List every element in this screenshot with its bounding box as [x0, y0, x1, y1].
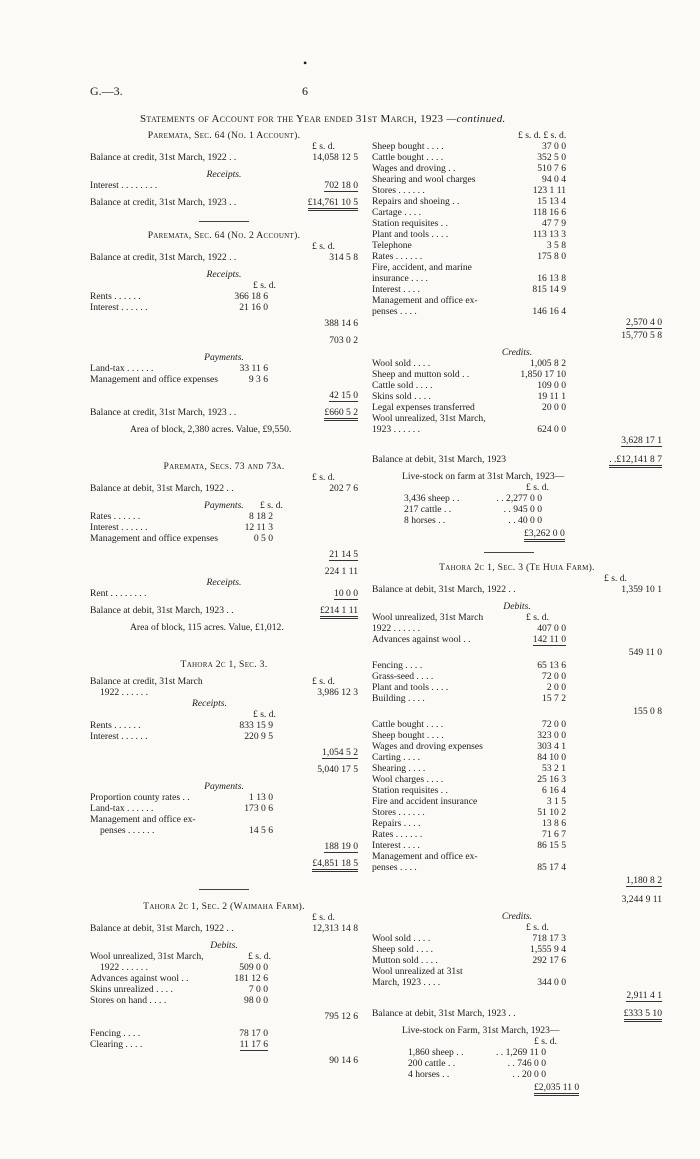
- title-main: Statements of Account for the Year ended 31st March, 1923: [140, 113, 444, 125]
- row-label: Cattle bought . . . .: [372, 719, 444, 730]
- ledger-row: [372, 977, 662, 988]
- ledger-row: [372, 141, 662, 152]
- row-amount: 72 0 0: [542, 719, 566, 730]
- ledger-row: [372, 741, 662, 752]
- row-amount: 71 6 7: [542, 829, 566, 840]
- subtotal-amount: 1,054 5 2: [322, 747, 358, 758]
- livestock-total: £3,262 0 0: [524, 528, 565, 542]
- row-label: Interest . . . . . .: [90, 302, 148, 313]
- row-label: penses . . . .: [372, 306, 417, 317]
- ledger-row: [372, 660, 662, 671]
- row-amount: 366 18 6: [234, 291, 268, 302]
- ledger-row: [372, 185, 662, 196]
- section-heading: Paremata, Secs. 73 and 73a.: [163, 461, 285, 472]
- ledger-row: [372, 504, 662, 515]
- divider: [199, 889, 249, 890]
- units: £ s. d.: [312, 141, 335, 152]
- row-label: Management and office ex-: [372, 851, 478, 862]
- livestock-heading: Live-stock on farm at 31st March, 1923—: [402, 471, 565, 482]
- total-amount: £660 5 2: [324, 407, 358, 421]
- ledger-row: [372, 818, 662, 829]
- subheading: Receipts.: [192, 698, 227, 709]
- subtotal-amount: 2,570 4 0: [626, 317, 662, 328]
- ledger-row: [372, 391, 662, 402]
- ledger-row: [372, 413, 662, 424]
- units: £ s. d.: [526, 482, 549, 493]
- ledger-row: [372, 1058, 662, 1069]
- row-label: Sheep sold . . . .: [372, 944, 434, 955]
- row-amount: 292 17 6: [532, 955, 566, 966]
- row-label: 3,436 sheep . .: [404, 493, 460, 504]
- ledger-row: [372, 152, 662, 163]
- row-amount: 220 9 5: [244, 731, 273, 742]
- row-label: Rent . . . . . . . .: [90, 588, 147, 599]
- section-heading: Tahora 2c 1, Sec. 3.: [180, 659, 268, 670]
- units: £ s. d.: [260, 500, 283, 511]
- divider: [199, 221, 249, 222]
- row-label: Land-tax . . . . . .: [90, 803, 154, 814]
- row-label: Sheep bought . . . .: [372, 730, 444, 741]
- row-amount: 3 5 8: [546, 240, 566, 251]
- row-label: Fire, accident, and marine: [372, 262, 472, 273]
- ledger-row: [372, 218, 662, 229]
- page-mark: •: [303, 56, 308, 70]
- livestock-list: [372, 493, 662, 526]
- row-label: Sheep bought . . . .: [372, 141, 444, 152]
- row-label: Management and office ex-: [90, 814, 196, 825]
- row-label: Fencing . . . .: [90, 1028, 141, 1039]
- row-label: 1922 . . . . . .: [100, 962, 148, 973]
- row-label: Skins sold . . . .: [372, 391, 431, 402]
- subheading: Payments.: [204, 500, 244, 511]
- ledger-row: [372, 693, 662, 704]
- area-note: Area of block, 2,380 acres. Value, £9,550.: [130, 424, 292, 435]
- ledger-row: [372, 207, 662, 218]
- row-amount: 303 4 1: [537, 741, 566, 752]
- row-label: Interest . . . . . . . .: [90, 180, 158, 191]
- row-label: Rates . . . . . .: [90, 511, 141, 522]
- row-label: Cattle bought . . . .: [372, 152, 444, 163]
- row-label: Rates . . . . . .: [372, 251, 423, 262]
- row-label: Fencing . . . .: [372, 660, 423, 671]
- row-label: Sheep and mutton sold . .: [372, 369, 470, 380]
- row-label: Balance at debit, 31st March, 1923 . .: [372, 1008, 516, 1019]
- ledger-row: [372, 515, 662, 526]
- row-amount: 624 0 0: [537, 424, 566, 435]
- row-label: Stores . . . . . .: [372, 185, 425, 196]
- row-label: Rates . . . . . .: [372, 829, 423, 840]
- livestock-list: [372, 1047, 662, 1080]
- row-amount: 94 0 4: [542, 174, 566, 185]
- row-label: Wool unrealized at 31st: [372, 966, 463, 977]
- ledger-row: [372, 944, 662, 955]
- ledger-row: [372, 840, 662, 851]
- ledger-row: [372, 295, 662, 306]
- subtotal-amount: 90 14 6: [329, 1055, 358, 1066]
- subtotal-amount: 549 11 0: [628, 647, 662, 658]
- subheading: Payments.: [204, 781, 244, 792]
- row-label: Balance at credit, 31st March, 1923 . .: [90, 197, 237, 208]
- subtotal-amount: 2,911 4 1: [626, 990, 662, 1001]
- row-amount: 15 7 2: [542, 693, 566, 704]
- divider: [484, 552, 534, 553]
- ledger-row: [372, 380, 662, 391]
- row-amount: 14 5 6: [249, 825, 273, 836]
- row-label: Station requisites . .: [372, 218, 448, 229]
- row-amount: 15 13 4: [537, 196, 566, 207]
- row-label: Wages and droving expenses: [372, 741, 483, 752]
- ledger-row: [372, 1047, 662, 1058]
- row-label: Legal expenses transferred: [372, 402, 475, 413]
- ledger-row: [372, 240, 662, 251]
- row-amount: 12 11 3: [244, 522, 273, 533]
- row-amount: 3 1 5: [546, 796, 566, 807]
- row-label: 1922 . . . . . .: [100, 687, 148, 698]
- row-amount: 19 11 1: [537, 391, 566, 402]
- units: £ s. d.: [526, 612, 549, 623]
- row-amount: 314 5 8: [329, 252, 358, 263]
- row-label: Interest . . . .: [372, 840, 420, 851]
- row-label: 1923 . . . . . .: [372, 424, 420, 435]
- livestock-heading: Live-stock on Farm, 31st March, 1923—: [402, 1025, 560, 1036]
- subheading: Credits.: [501, 347, 533, 358]
- row-label: Wool unrealized, 31st March,: [372, 413, 486, 424]
- row-label: Plant and tools . . . .: [372, 229, 449, 240]
- row-amount: 109 0 0: [537, 380, 566, 391]
- row-amount: 6 16 4: [542, 785, 566, 796]
- ledger-row: [372, 369, 662, 380]
- row-amount: 12,313 14 8: [312, 923, 358, 934]
- row-label: Rents . . . . . .: [90, 291, 141, 302]
- ledger-row: [372, 807, 662, 818]
- credits-list: [372, 933, 662, 988]
- row-label: Rents . . . . . .: [90, 720, 141, 731]
- row-label: Balance at debit, 31st March, 1922 . .: [90, 923, 234, 934]
- ledger-row: [372, 719, 662, 730]
- row-label: Advances against wool . .: [90, 973, 189, 984]
- row-amount: . . 1,269 11 0: [495, 1047, 546, 1058]
- subtotal-amount: 15,770 5 8: [621, 330, 662, 341]
- row-amount: 20 0 0: [542, 402, 566, 413]
- ledger-row: [372, 251, 662, 262]
- row-label: 4 horses . .: [408, 1069, 450, 1080]
- row-label: Management and office ex-: [372, 295, 478, 306]
- row-amount: 25 16 3: [537, 774, 566, 785]
- subtotal-amount: 795 12 6: [324, 1011, 358, 1022]
- total-amount: £333 5 10: [624, 1008, 662, 1022]
- area-note: Area of block, 115 acres. Value, £1,012.: [130, 622, 284, 633]
- expenses-group: [372, 719, 662, 873]
- row-amount: 53 2 1: [542, 763, 566, 774]
- row-amount: 113 13 3: [532, 229, 566, 240]
- row-amount: . . 2,277 0 0: [496, 493, 542, 504]
- ledger-row: [372, 671, 662, 682]
- units: £ s. d.: [312, 676, 335, 687]
- subtotal-amount: 388 14 6: [324, 318, 358, 329]
- row-label: Plant and tools . . . .: [372, 682, 449, 693]
- row-label: 1922 . . . . . .: [372, 623, 420, 634]
- row-label: Balance at debit, 31st March, 1923 . .: [90, 605, 234, 616]
- row-label: Wool sold . . . .: [372, 933, 431, 944]
- row-amount: 1,850 17 10: [520, 369, 566, 380]
- units: £ s. d.: [526, 922, 549, 933]
- ledger-row: [372, 774, 662, 785]
- row-amount: 7 0 0: [248, 984, 268, 995]
- row-amount: 84 10 0: [537, 752, 566, 763]
- row-amount: 510 7 6: [537, 163, 566, 174]
- units: £ s. d.: [253, 280, 276, 291]
- row-amount: 118 16 6: [532, 207, 566, 218]
- ledger-row: [372, 796, 662, 807]
- row-label: Land-tax . . . . . .: [90, 363, 154, 374]
- row-label: Building . . . .: [372, 693, 425, 704]
- row-amount: 11 17 6: [239, 1039, 268, 1050]
- ledger-row: [372, 196, 662, 207]
- units: £ s. d.: [248, 951, 271, 962]
- ledger-row: [372, 966, 662, 977]
- row-amount: 14,058 12 5: [312, 152, 358, 163]
- debits-list: [372, 141, 662, 317]
- row-label: Carting . . . .: [372, 752, 420, 763]
- row-label: Proportion county rates . .: [90, 792, 190, 803]
- row-amount: 173 0 6: [244, 803, 273, 814]
- livestock-total: £2,035 11 0: [534, 1082, 579, 1096]
- row-amount: 1 13 0: [249, 792, 273, 803]
- row-label: Station requisites . .: [372, 785, 448, 796]
- ledger-row: [372, 402, 662, 413]
- subtotal-amount: 224 1 11: [324, 566, 358, 577]
- row-amount: 181 12 6: [234, 973, 268, 984]
- row-amount: 0 5 0: [253, 533, 273, 544]
- subheading: Receipts.: [206, 169, 242, 180]
- credits-list: [372, 358, 662, 435]
- row-label: Wool sold . . . .: [372, 358, 431, 369]
- row-label: Telephone: [372, 240, 412, 251]
- row-label: Balance at credit, 31st March: [90, 676, 203, 687]
- ledger-row: [372, 829, 662, 840]
- ledger-row: [372, 306, 662, 317]
- units: £ s. d.: [534, 1036, 557, 1047]
- row-label: Advances against wool . .: [372, 634, 471, 645]
- row-amount: 85 17 4: [537, 862, 566, 873]
- row-amount: 509 0 0: [239, 962, 268, 973]
- row-label: Mutton sold . . . .: [372, 955, 438, 966]
- units: £ s. d.: [312, 241, 335, 252]
- ledger-row: [372, 933, 662, 944]
- row-label: Stores on hand . . . .: [90, 995, 167, 1006]
- row-label: Repairs . . . .: [372, 818, 421, 829]
- row-amount: 2 0 0: [546, 682, 566, 693]
- subheading: Debits.: [210, 940, 238, 951]
- row-label: Wages and droving . .: [372, 163, 456, 174]
- row-label: Cartage . . . .: [372, 207, 422, 218]
- row-label: Balance at debit, 31st March, 1922 . .: [372, 584, 516, 595]
- row-amount: 72 0 0: [542, 671, 566, 682]
- row-amount: 202 7 6: [329, 483, 358, 494]
- row-amount: 123 1 11: [532, 185, 566, 196]
- units: £ s. d.: [312, 912, 335, 923]
- units: £ s. d.: [604, 573, 627, 584]
- subheading: Payments.: [204, 352, 244, 363]
- row-amount: 13 8 6: [542, 818, 566, 829]
- ledger-row: [372, 284, 662, 295]
- row-label: 8 horses . .: [404, 515, 446, 526]
- ledger-row: [372, 682, 662, 693]
- row-label: Balance at credit, 31st March, 1923 . .: [90, 407, 237, 418]
- section-heading: Paremata, Sec. 64 (No. 1 Account).: [147, 130, 301, 141]
- total-amount: . .£12,141 8 7: [609, 454, 662, 468]
- row-label: Management and office expenses: [90, 533, 218, 544]
- subheading: Receipts.: [206, 269, 242, 280]
- row-label: Shearing and wool charges: [372, 174, 476, 185]
- row-label: Wool unrealized, 31st March: [372, 612, 484, 623]
- row-label: 217 cattle . .: [404, 504, 452, 515]
- row-label: penses . . . . . .: [100, 825, 155, 836]
- row-amount: 37 0 0: [542, 141, 566, 152]
- row-amount: 146 16 4: [532, 306, 566, 317]
- ledger-row: [372, 262, 662, 273]
- row-amount: 33 11 6: [239, 363, 268, 374]
- section-heading: Tahora 2c 1, Sec. 2 (Waimaha Farm).: [143, 901, 305, 912]
- subheading: Receipts.: [206, 577, 242, 588]
- ledger-row: [372, 752, 662, 763]
- subheading: Debits.: [503, 601, 531, 612]
- row-amount: 175 8 0: [537, 251, 566, 262]
- ledger-row: [372, 1069, 662, 1080]
- section-heading: Tahora 2c 1, Sec. 3 (Te Huia Farm).: [439, 562, 595, 573]
- row-amount: 833 15 9: [239, 720, 273, 731]
- row-label: Wool charges . . . .: [372, 774, 444, 785]
- row-label: Balance at debit, 31st March, 1922 . .: [90, 483, 234, 494]
- subtotal-amount: 188 19 0: [324, 841, 358, 852]
- row-label: Grass-seed . . . .: [372, 671, 434, 682]
- row-amount: 65 13 6: [537, 660, 566, 671]
- title-continued: —continued.: [446, 113, 506, 125]
- ledger-row: [372, 273, 662, 284]
- row-label: Shearing . . . .: [372, 763, 426, 774]
- row-amount: . . 945 0 0: [503, 504, 542, 515]
- subheading: Credits.: [501, 911, 533, 922]
- row-amount: 47 7 9: [542, 218, 566, 229]
- row-label: Balance at debit, 31st March, 1923: [372, 454, 507, 465]
- row-label: Management and office expenses: [90, 374, 218, 385]
- row-label: Cattle sold . . . .: [372, 380, 433, 391]
- row-amount: . . 746 0 0: [507, 1058, 546, 1069]
- subtotal-amount: 5,040 17 5: [317, 764, 358, 775]
- subtotal-amount: 3,244 9 11: [621, 894, 662, 905]
- right-column: [372, 130, 662, 1094]
- row-amount: 323 0 0: [537, 730, 566, 741]
- row-label: Interest . . . . . .: [90, 731, 148, 742]
- ledger-row: [372, 955, 662, 966]
- row-label: Balance at credit, 31st March, 1922 . .: [90, 252, 237, 263]
- ledger-row: [372, 785, 662, 796]
- row-amount: 702 18 0: [324, 180, 358, 191]
- ledger-row: [372, 163, 662, 174]
- units: £ s. d. £ s. d.: [518, 130, 567, 141]
- row-amount: 344 0 0: [537, 977, 566, 988]
- subtotal-amount: 42 15 0: [329, 390, 358, 401]
- row-amount: . . 20 0 0: [512, 1069, 546, 1080]
- row-label: Stores . . . . . .: [372, 807, 425, 818]
- row-amount: 10 0 0: [334, 588, 358, 599]
- row-amount: 3,986 12 3: [317, 687, 358, 698]
- row-label: Fire and accident insurance: [372, 796, 478, 807]
- row-amount: 78 17 0: [239, 1028, 268, 1039]
- row-amount: 8 18 2: [249, 511, 273, 522]
- row-amount: . . 40 0 0: [508, 515, 542, 526]
- row-label: Wool unrealized, 31st March,: [90, 951, 204, 962]
- row-amount: 815 14 9: [532, 284, 566, 295]
- page-number: 6: [302, 84, 308, 98]
- row-label: Interest . . . . . .: [90, 522, 148, 533]
- ledger-row: [372, 730, 662, 741]
- row-label: Skins unrealized . . . .: [90, 984, 173, 995]
- row-amount: 98 0 0: [244, 995, 268, 1006]
- row-label: March, 1923 . . . .: [372, 977, 441, 988]
- row-label: 200 cattle . .: [408, 1058, 456, 1069]
- subtotal-amount: 1,180 8 2: [626, 875, 662, 886]
- row-amount: 16 13 8: [537, 273, 566, 284]
- row-amount: 51 10 2: [537, 807, 566, 818]
- subtotal-amount: 3,628 17 1: [621, 435, 662, 446]
- ledger-row: [372, 358, 662, 369]
- ledger-row: [372, 229, 662, 240]
- page-title: [140, 114, 506, 125]
- row-amount: 352 5 0: [537, 152, 566, 163]
- row-amount: 718 17 3: [532, 933, 566, 944]
- left-column: [90, 130, 358, 1066]
- row-label: 1,860 sheep . .: [408, 1047, 464, 1058]
- total-amount: £14,761 10 5: [308, 197, 358, 211]
- row-label: Balance at credit, 31st March, 1922 . .: [90, 152, 237, 163]
- row-amount: 1,555 9 4: [530, 944, 566, 955]
- row-label: Clearing . . . .: [90, 1039, 143, 1050]
- subtotal-amount: 155 0 8: [633, 706, 662, 717]
- fencing-group: [372, 660, 662, 704]
- row-label: penses . . . .: [372, 862, 417, 873]
- units: £ s. d.: [253, 709, 276, 720]
- row-amount: 142 11 0: [532, 634, 566, 645]
- row-label: Interest . . . .: [372, 284, 420, 295]
- ledger-row: [372, 763, 662, 774]
- subtotal-amount: 21 14 5: [329, 549, 358, 560]
- row-amount: 1,359 10 1: [621, 584, 662, 595]
- page-header-code: G.—3.: [90, 84, 123, 98]
- row-amount: 86 15 5: [537, 840, 566, 851]
- row-amount: 407 0 0: [537, 623, 566, 634]
- total-amount: £214 1 11: [320, 605, 358, 619]
- row-amount: 1,005 8 2: [530, 358, 566, 369]
- row-amount: 9 3 6: [248, 374, 268, 385]
- ledger-row: [372, 424, 662, 435]
- ledger-row: [372, 174, 662, 185]
- row-amount: 21 16 0: [239, 302, 268, 313]
- units: £ s. d.: [312, 472, 335, 483]
- ledger-row: [372, 862, 662, 873]
- row-label: Repairs and shoeing . .: [372, 196, 460, 207]
- ledger-row: [372, 851, 662, 862]
- row-label: insurance . . . .: [372, 273, 428, 284]
- section-heading: Paremata, Sec. 64 (No. 2 Account).: [147, 230, 301, 241]
- subtotal-amount: 703 0 2: [329, 335, 358, 346]
- ledger-row: [372, 493, 662, 504]
- total-amount: £4,851 18 5: [312, 858, 358, 872]
